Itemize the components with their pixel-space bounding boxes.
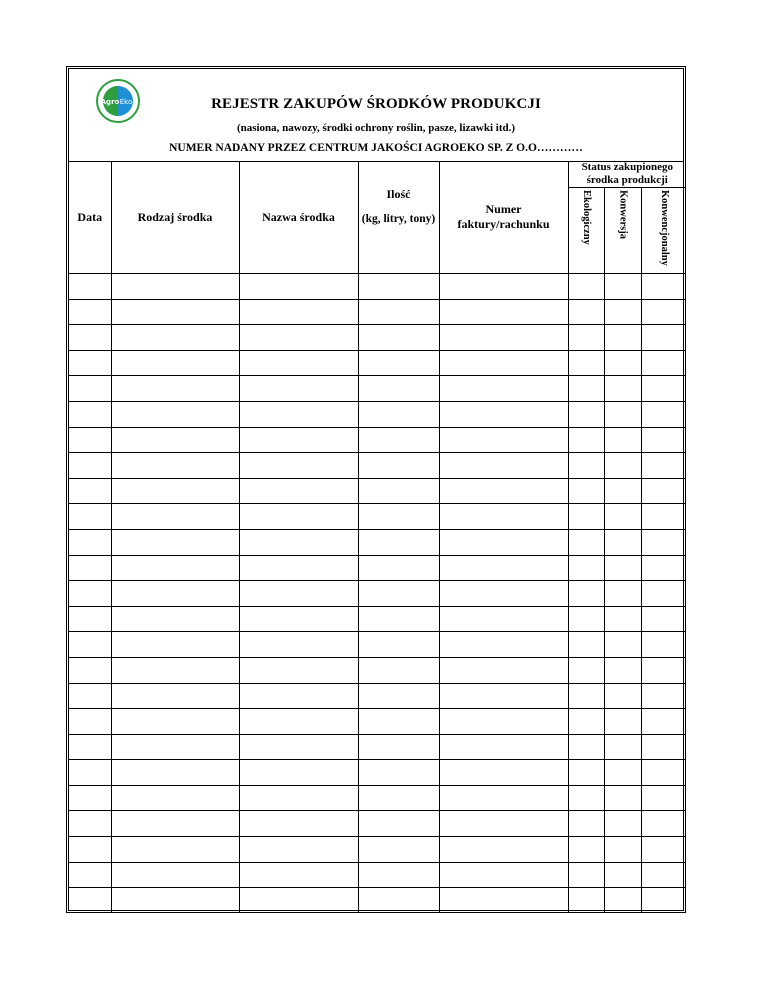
status-conventional-cell[interactable] [641,555,686,581]
table-row [69,350,686,376]
type-cell[interactable] [111,427,239,453]
table-row [69,274,686,300]
date-cell[interactable] [69,478,111,504]
status-eco-cell[interactable] [568,862,604,888]
table-row [69,888,686,913]
quantity-cell[interactable] [358,274,439,300]
type-cell[interactable] [111,888,239,913]
table-row [69,325,686,351]
quantity-cell[interactable] [358,299,439,325]
name-cell[interactable] [239,709,358,735]
status-eco-cell[interactable] [568,427,604,453]
status-eco-label: Ekologiczny [581,189,592,245]
status-eco-cell[interactable] [568,709,604,735]
status-conversion-cell[interactable] [604,683,641,709]
quantity-cell[interactable] [358,657,439,683]
table-row [69,709,686,735]
table-row [69,811,686,837]
invoice-cell[interactable] [439,709,568,735]
col-status-eco-header [568,188,604,274]
invoice-cell[interactable] [439,606,568,632]
date-cell[interactable] [69,401,111,427]
status-eco-cell[interactable] [568,683,604,709]
table-row [69,657,686,683]
status-conversion-cell[interactable] [604,376,641,402]
name-cell[interactable] [239,555,358,581]
status-conventional-cell[interactable] [641,734,686,760]
invoice-cell[interactable] [439,581,568,607]
table-row [69,862,686,888]
invoice-cell[interactable] [439,350,568,376]
status-conversion-cell[interactable] [604,888,641,913]
invoice-cell[interactable] [439,529,568,555]
quantity-cell[interactable] [358,734,439,760]
status-eco-cell[interactable] [568,478,604,504]
status-conversion-cell[interactable] [604,325,641,351]
type-cell[interactable] [111,734,239,760]
quantity-cell[interactable] [358,760,439,786]
date-cell[interactable] [69,837,111,863]
quantity-cell[interactable] [358,862,439,888]
name-cell[interactable] [239,299,358,325]
quantity-cell[interactable] [358,529,439,555]
name-cell[interactable] [239,888,358,913]
quantity-cell[interactable] [358,453,439,479]
status-conventional-cell[interactable] [641,657,686,683]
quantity-cell[interactable] [358,632,439,658]
col-quantity-header [358,161,439,274]
type-cell[interactable] [111,837,239,863]
status-conventional-cell[interactable] [641,427,686,453]
quantity-cell[interactable] [358,837,439,863]
type-cell[interactable] [111,811,239,837]
status-conversion-cell[interactable] [604,862,641,888]
type-cell[interactable] [111,709,239,735]
status-conventional-cell[interactable] [641,862,686,888]
type-cell[interactable] [111,760,239,786]
quantity-unit-label: (kg, litry, tony) [361,213,436,225]
type-cell[interactable] [111,453,239,479]
table-body [69,274,686,913]
status-eco-cell[interactable] [568,760,604,786]
invoice-cell[interactable] [439,760,568,786]
table-row [69,299,686,325]
type-cell[interactable] [111,376,239,402]
name-cell[interactable] [239,632,358,658]
status-conversion-cell[interactable] [604,299,641,325]
name-cell[interactable] [239,427,358,453]
status-conversion-cell[interactable] [604,657,641,683]
date-cell[interactable] [69,709,111,735]
date-cell[interactable] [69,504,111,530]
quantity-cell[interactable] [358,683,439,709]
status-eco-cell[interactable] [568,657,604,683]
name-cell[interactable] [239,657,358,683]
date-cell[interactable] [69,453,111,479]
table-row [69,837,686,863]
name-cell[interactable] [239,862,358,888]
status-eco-cell[interactable] [568,299,604,325]
status-eco-cell[interactable] [568,811,604,837]
quantity-cell[interactable] [358,709,439,735]
type-cell[interactable] [111,657,239,683]
date-cell[interactable] [69,274,111,300]
page-subtitle: (nasiona, nawozy, środki ochrony roślin, pasze, lizawki itd.) [236,122,516,134]
quantity-cell[interactable] [358,427,439,453]
status-conversion-label: Konwersja [617,189,629,239]
status-conversion-cell[interactable] [604,427,641,453]
name-cell[interactable] [239,683,358,709]
quantity-cell[interactable] [358,888,439,913]
status-conventional-cell[interactable] [641,811,686,837]
quantity-cell[interactable] [358,785,439,811]
invoice-cell[interactable] [439,837,568,863]
col-date-header: Data [69,161,111,274]
type-cell[interactable] [111,581,239,607]
status-conventional-cell[interactable] [641,683,686,709]
status-conversion-cell[interactable] [604,785,641,811]
type-cell[interactable] [111,632,239,658]
status-conventional-cell[interactable] [641,299,686,325]
status-conversion-cell[interactable] [604,632,641,658]
status-conventional-cell[interactable] [641,606,686,632]
invoice-cell[interactable] [439,862,568,888]
status-eco-cell[interactable] [568,401,604,427]
name-cell[interactable] [239,376,358,402]
name-cell[interactable] [239,504,358,530]
table-row [69,760,686,786]
name-cell[interactable] [239,453,358,479]
invoice-cell[interactable] [439,657,568,683]
table-row [69,606,686,632]
date-cell[interactable] [69,427,111,453]
table-row [69,785,686,811]
name-cell[interactable] [239,811,358,837]
col-status-group-header: Status zakupionego środka produkcji [568,161,686,188]
date-cell[interactable] [69,325,111,351]
status-eco-cell[interactable] [568,555,604,581]
type-cell[interactable] [111,401,239,427]
date-cell[interactable] [69,760,111,786]
quantity-cell[interactable] [358,401,439,427]
quantity-cell[interactable] [358,376,439,402]
status-conventional-cell[interactable] [641,837,686,863]
certificate-number-line: NUMER NADANY PRZEZ CENTRUM JAKOŚCI AGROEKO SP. Z O.O………… [169,142,583,154]
type-cell[interactable] [111,274,239,300]
status-conventional-cell[interactable] [641,529,686,555]
purchase-register-table [69,161,686,913]
date-cell[interactable] [69,888,111,913]
invoice-cell[interactable] [439,299,568,325]
invoice-cell[interactable] [439,785,568,811]
name-cell[interactable] [239,350,358,376]
type-cell[interactable] [111,529,239,555]
name-cell[interactable] [239,529,358,555]
invoice-cell[interactable] [439,504,568,530]
invoice-cell[interactable] [439,683,568,709]
quantity-cell[interactable] [358,350,439,376]
table-row [69,632,686,658]
table-row [69,734,686,760]
invoice-cell[interactable] [439,811,568,837]
status-conventional-cell[interactable] [641,478,686,504]
status-eco-cell[interactable] [568,274,604,300]
name-cell[interactable] [239,274,358,300]
name-cell[interactable] [239,325,358,351]
status-conversion-cell[interactable] [604,478,641,504]
date-cell[interactable] [69,299,111,325]
svg-text:Agro: Agro [100,98,120,106]
type-cell[interactable] [111,606,239,632]
quantity-cell[interactable] [358,504,439,530]
col-invoice-header: Numer faktury/rachunku [439,161,568,274]
status-conversion-cell[interactable] [604,555,641,581]
name-cell[interactable] [239,478,358,504]
status-eco-cell[interactable] [568,785,604,811]
quantity-cell[interactable] [358,555,439,581]
name-cell[interactable] [239,734,358,760]
form-header [69,69,683,162]
svg-text:Eko: Eko [119,98,133,106]
quantity-cell[interactable] [358,478,439,504]
quantity-cell[interactable] [358,581,439,607]
type-cell[interactable] [111,299,239,325]
status-conversion-cell[interactable] [604,734,641,760]
status-conventional-cell[interactable] [641,888,686,913]
col-status-conversion-header [604,188,641,274]
date-cell[interactable] [69,785,111,811]
status-conventional-cell[interactable] [641,350,686,376]
date-cell[interactable] [69,862,111,888]
status-eco-cell[interactable] [568,350,604,376]
invoice-cell[interactable] [439,453,568,479]
invoice-cell[interactable] [439,734,568,760]
table-row [69,555,686,581]
status-eco-cell[interactable] [568,376,604,402]
status-conversion-cell[interactable] [604,581,641,607]
status-conventional-cell[interactable] [641,504,686,530]
col-name-header: Nazwa środka [239,161,358,274]
status-conversion-cell[interactable] [604,811,641,837]
date-cell[interactable] [69,657,111,683]
name-cell[interactable] [239,401,358,427]
status-eco-cell[interactable] [568,529,604,555]
date-cell[interactable] [69,734,111,760]
status-conventional-cell[interactable] [641,760,686,786]
status-eco-cell[interactable] [568,606,604,632]
name-cell[interactable] [239,760,358,786]
status-conversion-cell[interactable] [604,274,641,300]
status-eco-cell[interactable] [568,581,604,607]
table-row [69,478,686,504]
status-conversion-cell[interactable] [604,760,641,786]
status-eco-cell[interactable] [568,734,604,760]
status-conventional-cell[interactable] [641,785,686,811]
invoice-cell[interactable] [439,274,568,300]
name-cell[interactable] [239,785,358,811]
invoice-cell[interactable] [439,555,568,581]
page-title: REJESTR ZAKUPÓW ŚRODKÓW PRODUKCJI [211,96,541,112]
type-cell[interactable] [111,683,239,709]
status-conventional-cell[interactable] [641,376,686,402]
date-cell[interactable] [69,529,111,555]
table-row [69,376,686,402]
name-cell[interactable] [239,581,358,607]
status-conversion-cell[interactable] [604,504,641,530]
status-conventional-cell[interactable] [641,453,686,479]
status-conversion-cell[interactable] [604,529,641,555]
date-cell[interactable] [69,376,111,402]
date-cell[interactable] [69,555,111,581]
invoice-cell[interactable] [439,401,568,427]
status-conversion-cell[interactable] [604,709,641,735]
status-eco-cell[interactable] [568,504,604,530]
table-row [69,401,686,427]
date-cell[interactable] [69,350,111,376]
col-status-conventional-header [641,188,686,274]
date-cell[interactable] [69,581,111,607]
status-conversion-cell[interactable] [604,606,641,632]
status-conventional-cell[interactable] [641,274,686,300]
status-conversion-cell[interactable] [604,350,641,376]
status-conventional-cell[interactable] [641,325,686,351]
table-row [69,453,686,479]
invoice-cell[interactable] [439,478,568,504]
type-cell[interactable] [111,478,239,504]
status-conventional-cell[interactable] [641,401,686,427]
status-conventional-cell[interactable] [641,709,686,735]
invoice-cell[interactable] [439,888,568,913]
type-cell[interactable] [111,325,239,351]
status-eco-cell[interactable] [568,325,604,351]
register-form [66,66,686,913]
status-conventional-label: Konwencjonalny [658,189,670,266]
type-cell[interactable] [111,862,239,888]
status-eco-cell[interactable] [568,837,604,863]
date-cell[interactable] [69,632,111,658]
type-cell[interactable] [111,504,239,530]
type-cell[interactable] [111,350,239,376]
status-eco-cell[interactable] [568,453,604,479]
type-cell[interactable] [111,555,239,581]
table-row [69,504,686,530]
invoice-cell[interactable] [439,427,568,453]
status-conversion-cell[interactable] [604,837,641,863]
date-cell[interactable] [69,683,111,709]
date-cell[interactable] [69,811,111,837]
status-conventional-cell[interactable] [641,581,686,607]
status-conventional-cell[interactable] [641,632,686,658]
status-conversion-cell[interactable] [604,401,641,427]
invoice-cell[interactable] [439,325,568,351]
quantity-cell[interactable] [358,811,439,837]
date-cell[interactable] [69,606,111,632]
invoice-cell[interactable] [439,632,568,658]
status-eco-cell[interactable] [568,888,604,913]
status-eco-cell[interactable] [568,632,604,658]
col-type-header: Rodzaj środka [111,161,239,274]
quantity-label: Ilość [386,187,411,201]
table-row [69,581,686,607]
type-cell[interactable] [111,785,239,811]
name-cell[interactable] [239,837,358,863]
table-row [69,427,686,453]
quantity-cell[interactable] [358,325,439,351]
status-conversion-cell[interactable] [604,453,641,479]
table-row [69,529,686,555]
invoice-cell[interactable] [439,376,568,402]
quantity-cell[interactable] [358,606,439,632]
table-row [69,683,686,709]
name-cell[interactable] [239,606,358,632]
